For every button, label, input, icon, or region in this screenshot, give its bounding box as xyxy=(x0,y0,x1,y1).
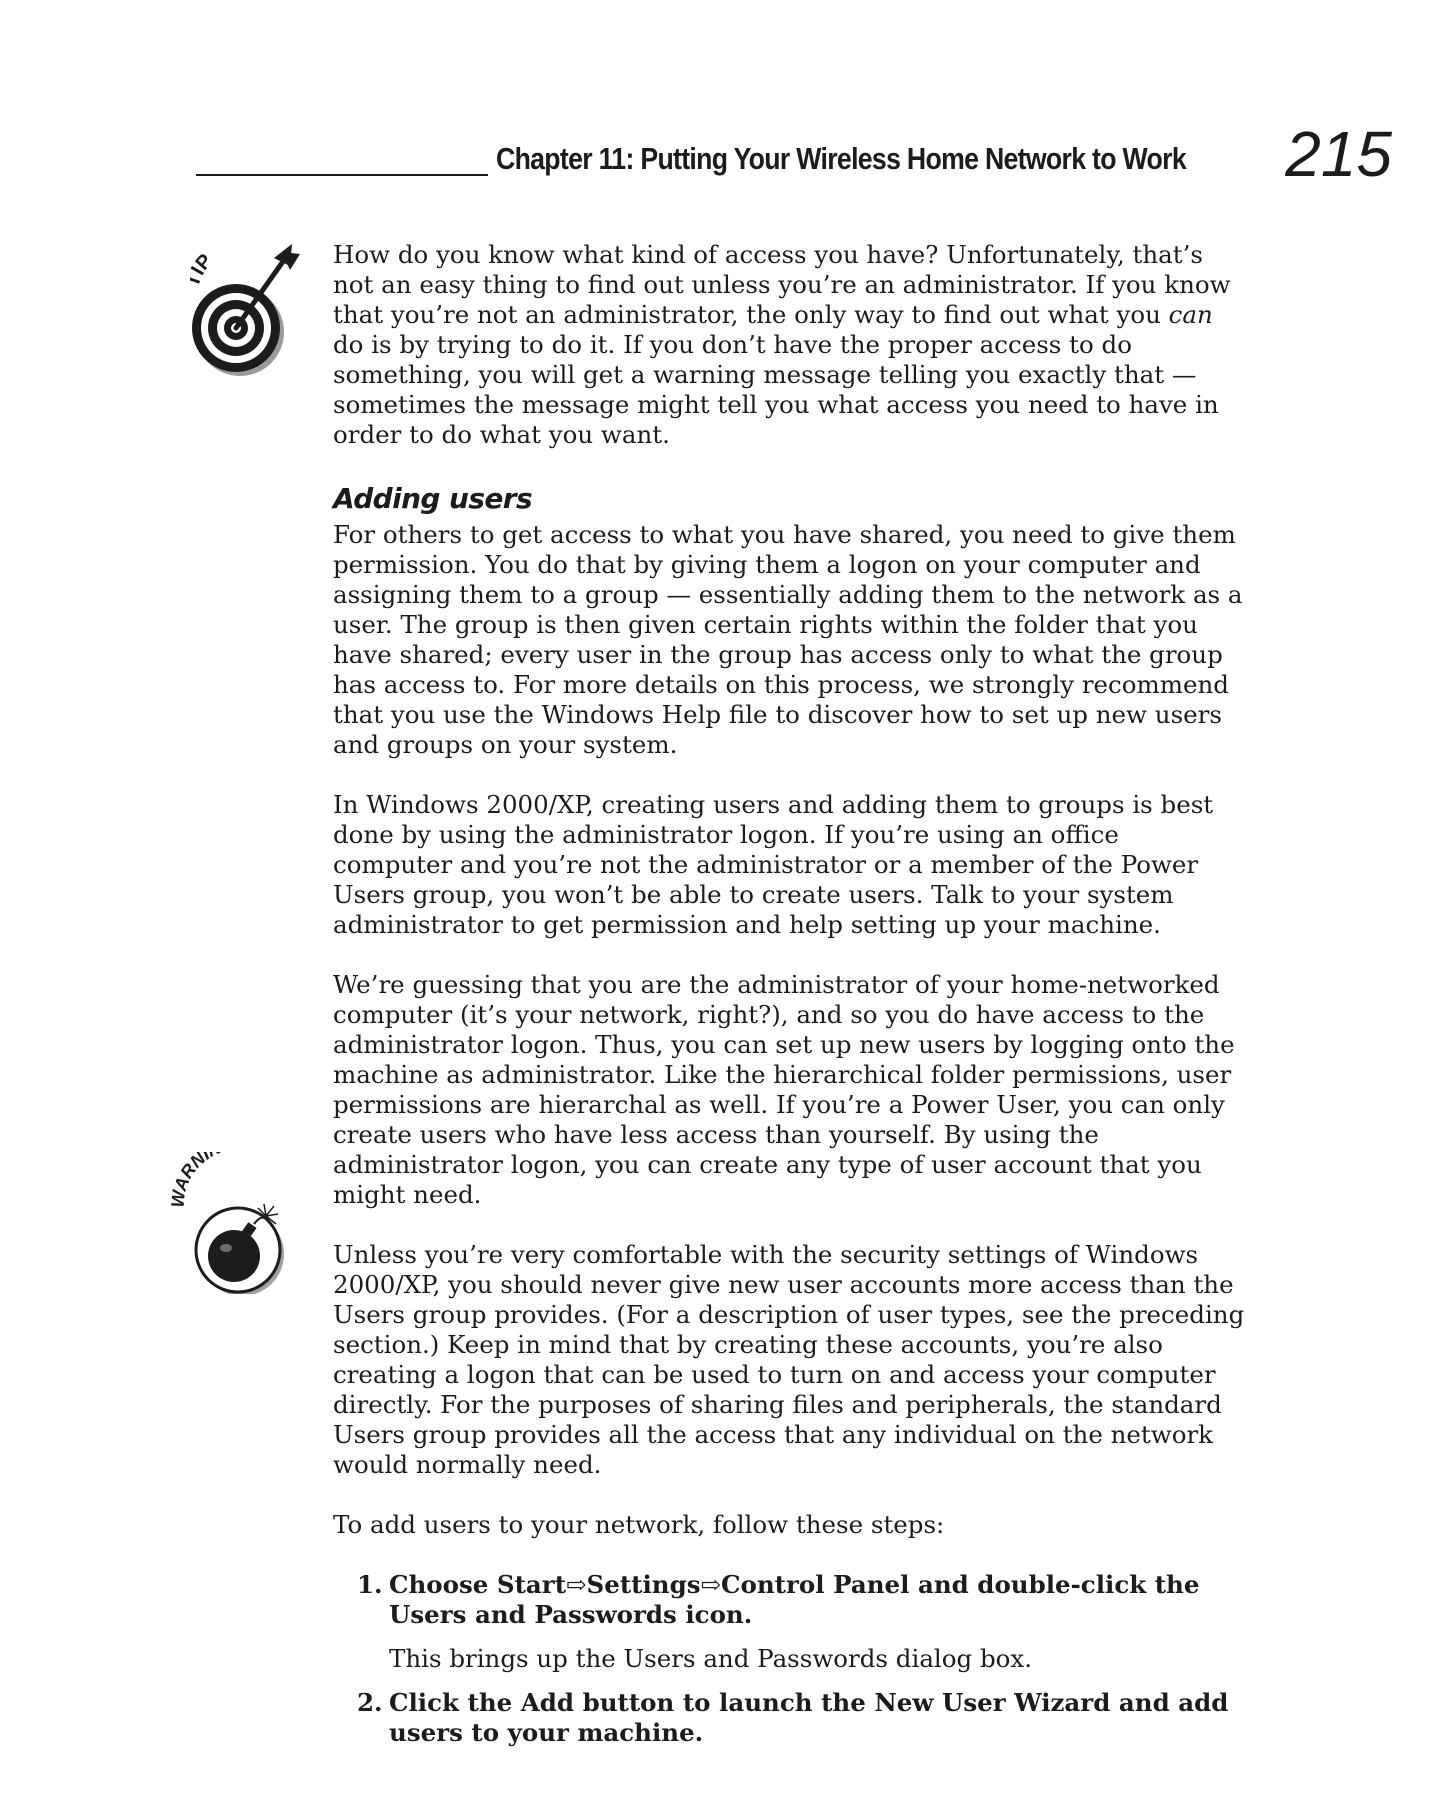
warning-icon xyxy=(170,1152,310,1294)
tip-icon xyxy=(190,240,310,380)
body-column xyxy=(333,240,1245,1762)
emphasis-can: can xyxy=(1168,300,1213,329)
warning-paragraph: Unless you’re very comfortable with the security settings of Windows 2000/XP, you should never give new user accounts more access than the Users group provides. (For a description of user types, see the preceding section.) Keep in mind that by creating these accounts, you’re also creating a logon that can be used to turn on and access your computer directly. For the purposes of sharing files and peripherals, the standard Users group provides all the access that any individual on the network would normally need. xyxy=(333,1240,1245,1479)
list-item xyxy=(333,1688,1245,1748)
body-paragraph: We’re guessing that you are the administrator of your home-networked computer (it’s your network, right?), and so you do have access to the administrator logon. Thus, you can set up new users by logging onto the machine as administrator. Like the hierarchical folder permissions, user permissions are hierarchal as well. If you’re a Power User, you can only create users who have less access than yourself. By using the administrator logon, you can create any type of user account that you might need. xyxy=(333,970,1235,1209)
step-number: 1. xyxy=(357,1570,383,1599)
chapter-title: Chapter 11: Putting Your Wireless Home Network to Work xyxy=(496,141,1186,176)
tip-paragraph: How do you know what kind of access you have? Unfortunately, that’s not an easy thing to find out unless you’re an administrator. If you know that you’re not an administrator, the only way to find out what you can do is by trying to do it. If you don’t have the proper access to do something, you will get a warning message telling you exactly that — sometimes the message might tell you what access you need to have in order to do what you want. xyxy=(333,240,1231,449)
tip-target-icon xyxy=(190,240,310,380)
warning-bomb-icon xyxy=(170,1152,310,1294)
steps-intro: To add users to your network, follow these steps: xyxy=(333,1510,945,1539)
warning-icon-label: ARNI xyxy=(170,1152,214,1194)
body-paragraph: For others to get access to what you have shared, you need to give them permission. You do that by giving them a logon on your computer and assigning them to a group — essentially adding them to the network as a user. The group is then given certain rights within the folder that you have shared; every user in the group has access only to what the group has access to. For more details on this process, we strongly recommend that you use the Windows Help file to discover how to set up new users and groups on your system. xyxy=(333,520,1243,759)
step-instruction: Choose Start⇨Settings⇨Control Panel and double-click the Users and Passwords icon. xyxy=(389,1570,1200,1629)
steps-list xyxy=(333,1570,1245,1748)
page-number: 215 xyxy=(1285,118,1392,190)
section-heading: Adding users xyxy=(333,482,533,515)
body-paragraph: In Windows 2000/XP, creating users and adding them to groups is best done by using the administrator logon. If you’re using an office computer and you’re not the administrator or a member of the Power Users group, you won’t be able to create users. Talk to your system administrator to get permission and help setting up your machine. xyxy=(333,790,1214,939)
step-result: This brings up the Users and Passwords dialog box. xyxy=(389,1644,1033,1673)
list-item xyxy=(333,1570,1245,1674)
header-rule xyxy=(196,174,488,176)
step-number: 2. xyxy=(357,1688,383,1717)
step-instruction: Click the Add button to launch the New User Wizard and add users to your machine. xyxy=(389,1688,1229,1747)
tip-icon-label: P xyxy=(191,250,217,275)
